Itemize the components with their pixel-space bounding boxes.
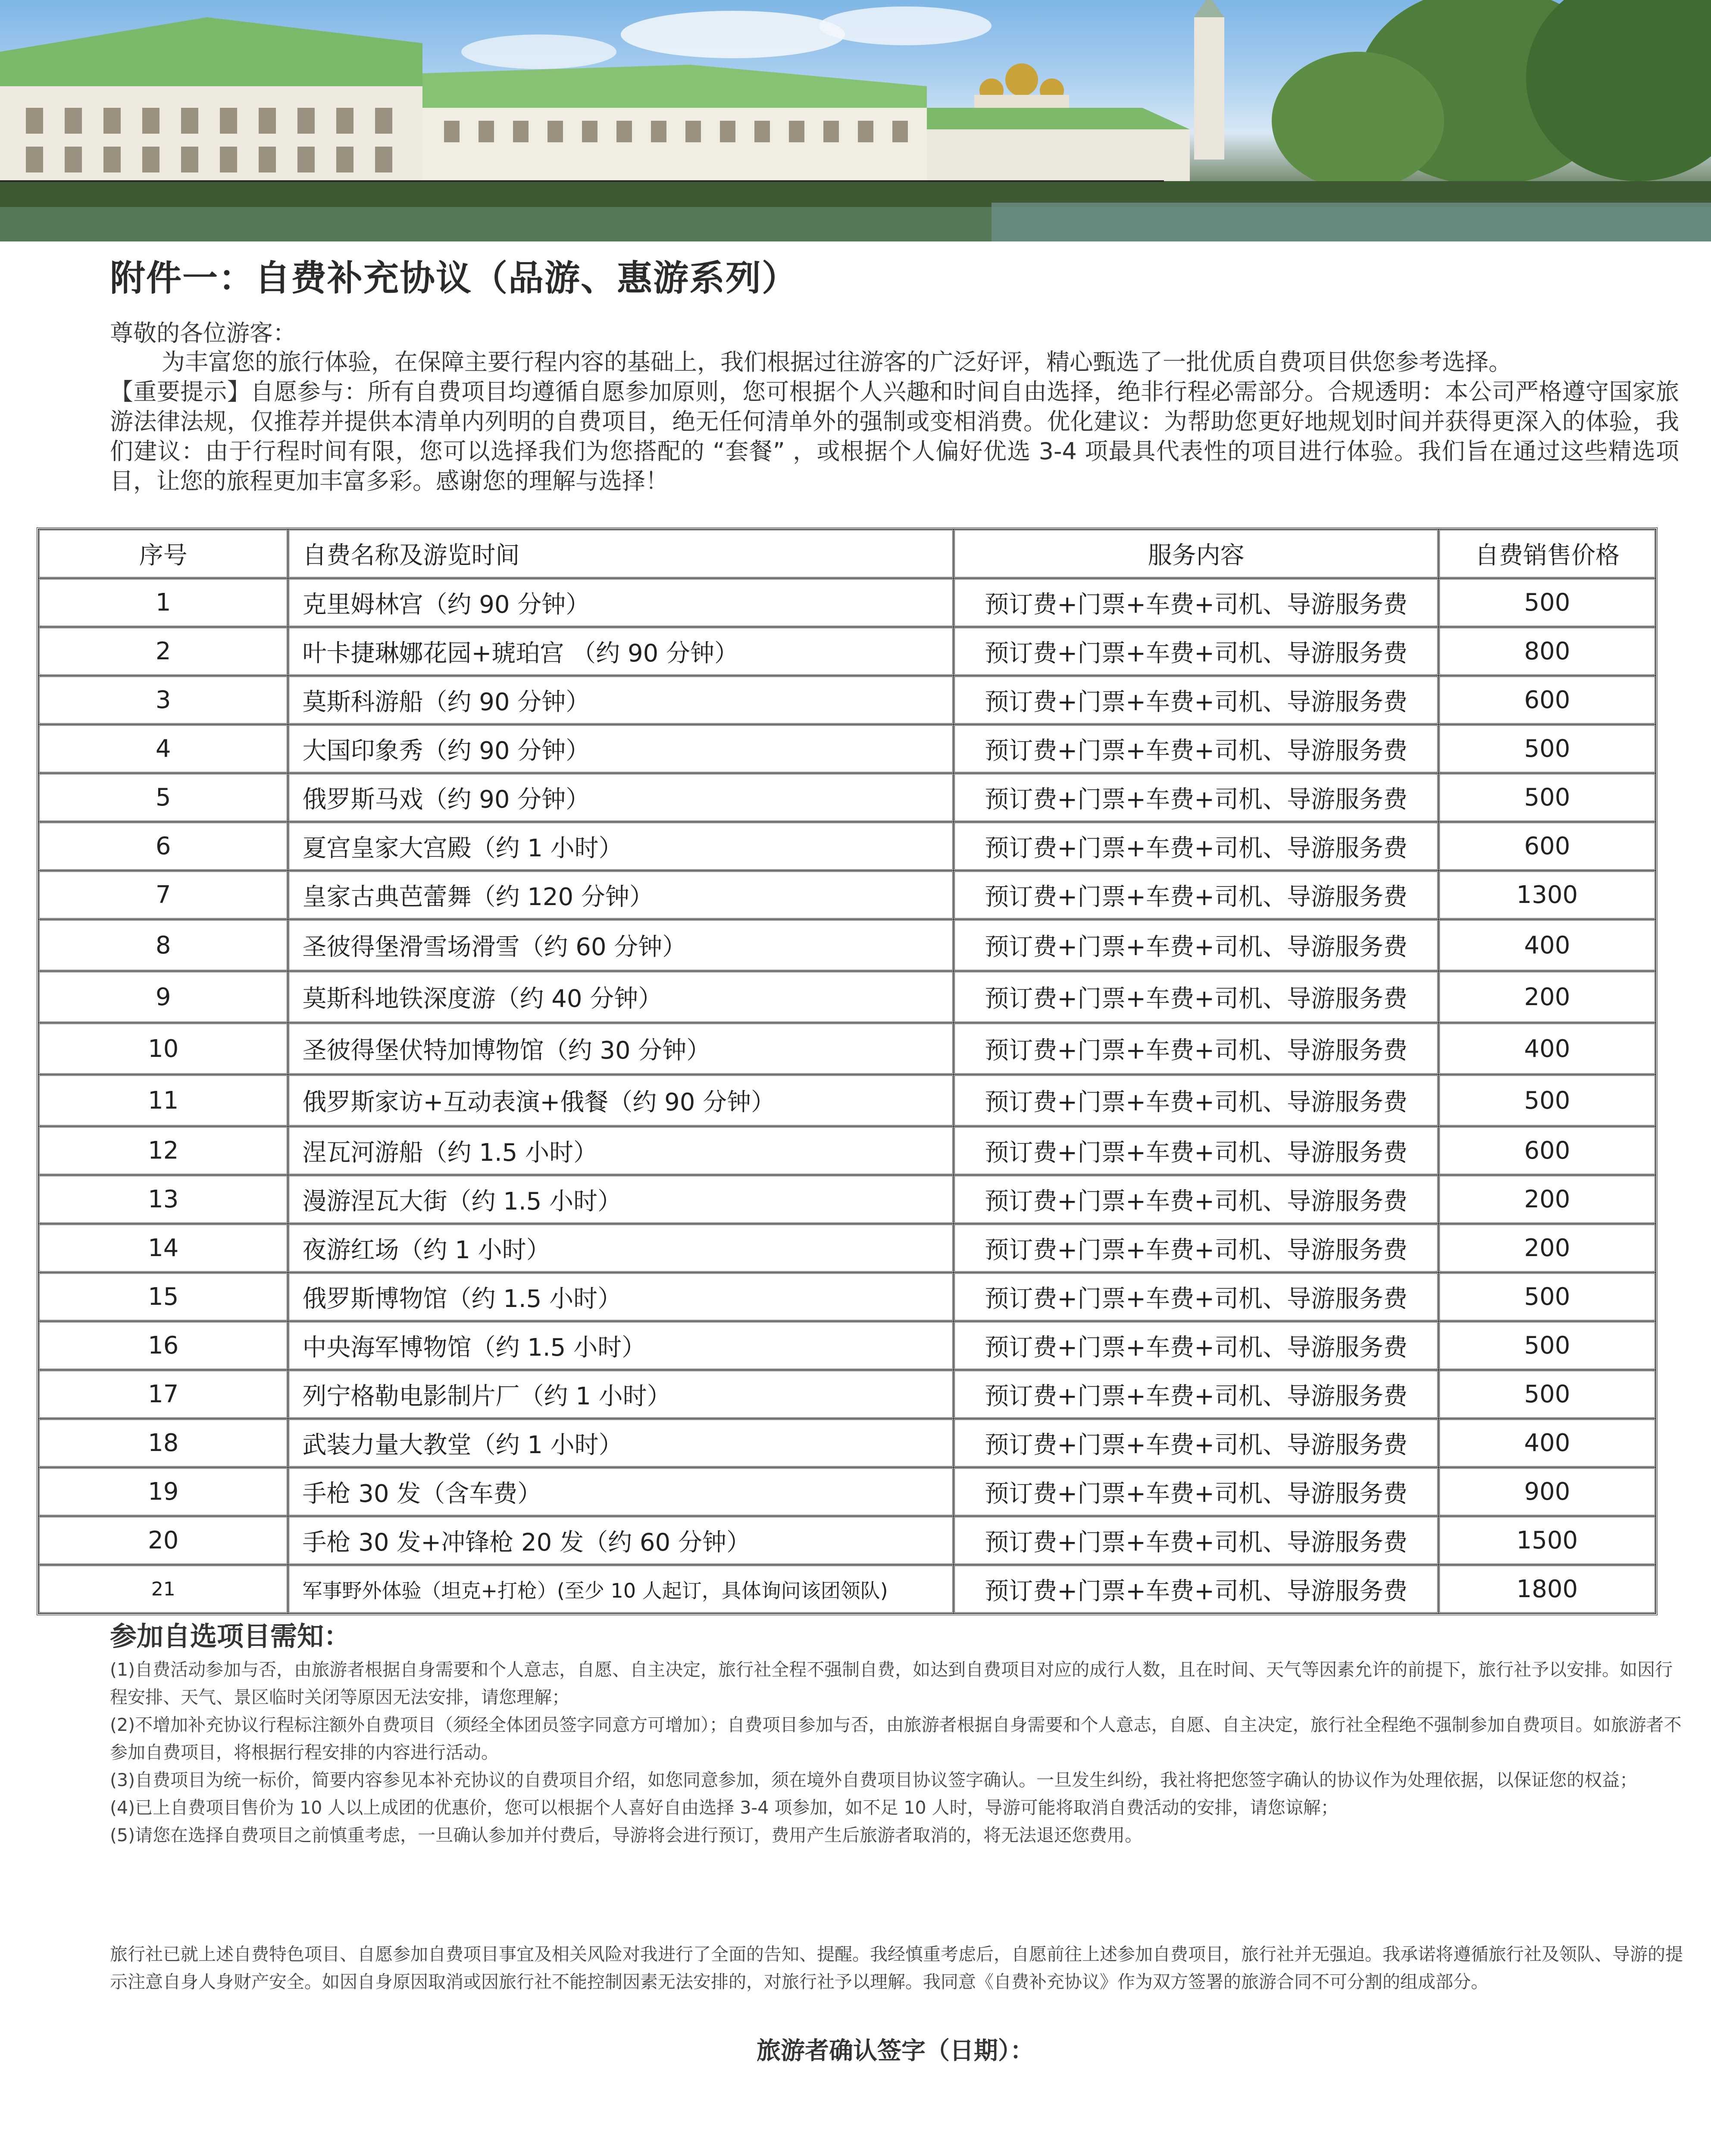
row-no: 10: [38, 1023, 288, 1075]
row-no: 5: [38, 773, 288, 822]
row-service: 预订费+门票+车费+司机、导游服务费: [954, 1224, 1438, 1272]
row-no: 13: [38, 1175, 288, 1224]
row-no: 3: [38, 676, 288, 724]
notes-title: 参加自选项目需知：: [110, 1620, 351, 1652]
intro-paragraph-2: 【重要提示】自愿参与：所有自费项目均遵循自愿参加原则，您可根据个人兴趣和时间自由选择，绝非行程必需部分。合规透明：本公司严格遵守国家旅游法律法规，仅推荐并提供本清单内列明的自费项目，绝无任何清单外的强制或变相消费。优化建议：为帮助您更好地规划时间并获得更深入的体验，我们建议：由于行程时间有限，您可以选择我们为您搭配的 “套餐” ，或根据个人偏好优选 3-4 项最具代表性的项目进行体验。我们旨在通过这些精选项目，让您的旅程更加丰富多彩。感谢您的理解与选择！: [110, 378, 1679, 495]
table-header-row: [38, 529, 1656, 578]
row-name: 武装力量大教堂（约 1 小时）: [288, 1419, 954, 1467]
table-row: [38, 578, 1656, 627]
row-no: 19: [38, 1467, 288, 1516]
table-row: [38, 724, 1656, 773]
row-price: 500: [1439, 1321, 1656, 1370]
row-no: 8: [38, 919, 288, 971]
row-no: 20: [38, 1516, 288, 1565]
row-price: 500: [1439, 1272, 1656, 1321]
table-row: [38, 676, 1656, 724]
table-row: [38, 871, 1656, 919]
table-row: [38, 822, 1656, 871]
row-no: 7: [38, 871, 288, 919]
intro-paragraph-1: 为丰富您的旅行体验，在保障主要行程内容的基础上，我们根据过往游客的广泛好评，精心甄选了一批优质自费项目供您参考选择。: [162, 348, 1512, 376]
row-name: 莫斯科地铁深度游（约 40 分钟）: [288, 971, 954, 1023]
row-service: 预订费+门票+车费+司机、导游服务费: [954, 1516, 1438, 1565]
row-name: 皇家古典芭蕾舞（约 120 分钟）: [288, 871, 954, 919]
row-service: 预订费+门票+车费+司机、导游服务费: [954, 971, 1438, 1023]
row-name: 俄罗斯博物馆（约 1.5 小时）: [288, 1272, 954, 1321]
intro-text: [110, 347, 1679, 496]
row-no: 4: [38, 724, 288, 773]
table-row: [38, 1370, 1656, 1419]
russian-palace-illustration: [0, 0, 1711, 241]
row-name: 手枪 30 发+冲锋枪 20 发（约 60 分钟）: [288, 1516, 954, 1565]
signature-label: 旅游者确认签字（日期）：: [757, 2037, 1034, 2065]
row-price: 200: [1439, 971, 1656, 1023]
header-name: 自费名称及游览时间: [288, 529, 954, 578]
row-service: 预订费+门票+车费+司机、导游服务费: [954, 578, 1438, 627]
row-service: 预订费+门票+车费+司机、导游服务费: [954, 919, 1438, 971]
row-service: 预订费+门票+车费+司机、导游服务费: [954, 773, 1438, 822]
table-row: [38, 1419, 1656, 1467]
row-name: 克里姆林宫（约 90 分钟）: [288, 578, 954, 627]
row-no: 12: [38, 1126, 288, 1175]
table-row: [38, 919, 1656, 971]
row-no: 9: [38, 971, 288, 1023]
declaration-text: 旅行社已就上述自费特色项目、自愿参加自费项目事宜及相关风险对我进行了全面的告知、提醒。我经慎重考虑后，自愿前往上述参加自费项目，旅行社并无强迫。我承诺将遵循旅行社及领队、导游的提示注意自身人身财产安全。如因自身原因取消或因旅行社不能控制因素无法安排的，对旅行社予以理解。我同意《自费补充协议》作为双方签署的旅游合同不可分割的组成部分。: [110, 1944, 1683, 1992]
row-service: 预订费+门票+车费+司机、导游服务费: [954, 1321, 1438, 1370]
header-banner-image: [0, 0, 1711, 241]
row-price: 600: [1439, 676, 1656, 724]
row-no: 14: [38, 1224, 288, 1272]
table-row: [38, 627, 1656, 676]
row-name: 俄罗斯马戏（约 90 分钟）: [288, 773, 954, 822]
row-price: 1800: [1439, 1565, 1656, 1614]
row-name: 圣彼得堡伏特加博物馆（约 30 分钟）: [288, 1023, 954, 1075]
row-price: 500: [1439, 724, 1656, 773]
row-price: 600: [1439, 1126, 1656, 1175]
row-service: 预订费+门票+车费+司机、导游服务费: [954, 724, 1438, 773]
row-no: 15: [38, 1272, 288, 1321]
row-no: 17: [38, 1370, 288, 1419]
header-price: 自费销售价格: [1439, 529, 1656, 578]
row-price: 500: [1439, 773, 1656, 822]
row-price: 600: [1439, 822, 1656, 871]
row-no: 21: [38, 1565, 288, 1614]
row-no: 18: [38, 1419, 288, 1467]
row-name: 列宁格勒电影制片厂（约 1 小时）: [288, 1370, 954, 1419]
row-price: 800: [1439, 627, 1656, 676]
row-service: 预订费+门票+车费+司机、导游服务费: [954, 1175, 1438, 1224]
row-name: 夜游红场（约 1 小时）: [288, 1224, 954, 1272]
table-row: [38, 1565, 1656, 1614]
row-price: 400: [1439, 1023, 1656, 1075]
row-name: 涅瓦河游船（约 1.5 小时）: [288, 1126, 954, 1175]
row-service: 预订费+门票+车费+司机、导游服务费: [954, 1565, 1438, 1614]
note-item: (4)已上自费项目售价为 10 人以上成团的优惠价，您可以根据个人喜好自由选择 3-4 项参加，如不足 10 人时，导游可能将取消自费活动的安排，请您谅解；: [110, 1797, 1339, 1818]
note-item: (3)自费项目为统一标价，简要内容参见本补充协议的自费项目介绍，如您同意参加，须在境外自费项目协议签字确认。一旦发生纠纷，我社将把您签字确认的协议作为处理依据，以保证您的权益；: [110, 1770, 1638, 1790]
row-name: 莫斯科游船（约 90 分钟）: [288, 676, 954, 724]
row-price: 500: [1439, 578, 1656, 627]
row-service: 预订费+门票+车费+司机、导游服务费: [954, 1272, 1438, 1321]
row-service: 预订费+门票+车费+司机、导游服务费: [954, 822, 1438, 871]
row-price: 900: [1439, 1467, 1656, 1516]
row-name: 圣彼得堡滑雪场滑雪（约 60 分钟）: [288, 919, 954, 971]
row-service: 预订费+门票+车费+司机、导游服务费: [954, 1023, 1438, 1075]
row-price: 1300: [1439, 871, 1656, 919]
row-name: 中央海军博物馆（约 1.5 小时）: [288, 1321, 954, 1370]
row-price: 1500: [1439, 1516, 1656, 1565]
row-service: 预订费+门票+车费+司机、导游服务费: [954, 871, 1438, 919]
row-name: 漫游涅瓦大街（约 1.5 小时）: [288, 1175, 954, 1224]
row-price: 400: [1439, 919, 1656, 971]
row-no: 2: [38, 627, 288, 676]
table-row: [38, 1272, 1656, 1321]
row-no: 1: [38, 578, 288, 627]
notes-list: [110, 1656, 1683, 1849]
row-price: 400: [1439, 1419, 1656, 1467]
row-service: 预订费+门票+车费+司机、导游服务费: [954, 1370, 1438, 1419]
header-no: 序号: [38, 529, 288, 578]
row-name: 叶卡捷琳娜花园+琥珀宫 （约 90 分钟）: [288, 627, 954, 676]
row-no: 16: [38, 1321, 288, 1370]
optional-tour-table: [37, 527, 1658, 1615]
table-row: [38, 1224, 1656, 1272]
table-row: [38, 773, 1656, 822]
table-row: [38, 1023, 1656, 1075]
row-service: 预订费+门票+车费+司机、导游服务费: [954, 1075, 1438, 1126]
row-service: 预订费+门票+车费+司机、导游服务费: [954, 676, 1438, 724]
table-row: [38, 1516, 1656, 1565]
row-name: 手枪 30 发（含车费）: [288, 1467, 954, 1516]
row-name: 俄罗斯家访+互动表演+俄餐（约 90 分钟）: [288, 1075, 954, 1126]
row-price: 500: [1439, 1370, 1656, 1419]
table-row: [38, 1075, 1656, 1126]
note-item: (5)请您在选择自费项目之前慎重考虑，一旦确认参加并付费后，导游将会进行预订，费用产生后旅游者取消的，将无法退还您费用。: [110, 1825, 1143, 1846]
note-item: (1)自费活动参加与否，由旅游者根据自身需要和个人意志，自愿、自主决定，旅行社全程不强制自费，如达到自费项目对应的成行人数，且在时间、天气等因素允许的前提下，旅行社予以安排。如因行程安排、天气、景区临时关闭等原因无法安排，请您理解；: [110, 1659, 1673, 1708]
row-no: 6: [38, 822, 288, 871]
page-title: 附件一：自费补充协议（品游、惠游系列）: [110, 258, 798, 299]
table-row: [38, 971, 1656, 1023]
note-item: (2)不增加补充协议行程标注额外自费项目（须经全体团员签字同意方可增加）；自费项目参加与否，由旅游者根据自身需要和个人意志，自愿、自主决定，旅行社全程绝不强制参加自费项目。如旅游者不参加自费项目，将根据行程安排的内容进行活动。: [110, 1714, 1682, 1763]
row-service: 预订费+门票+车费+司机、导游服务费: [954, 1419, 1438, 1467]
row-name: 大国印象秀（约 90 分钟）: [288, 724, 954, 773]
table-row: [38, 1126, 1656, 1175]
row-name: 夏宫皇家大宫殿（约 1 小时）: [288, 822, 954, 871]
row-service: 预订费+门票+车费+司机、导游服务费: [954, 1467, 1438, 1516]
table-row: [38, 1321, 1656, 1370]
row-price: 500: [1439, 1075, 1656, 1126]
table-row: [38, 1467, 1656, 1516]
row-price: 200: [1439, 1224, 1656, 1272]
row-service: 预订费+门票+车费+司机、导游服务费: [954, 1126, 1438, 1175]
header-service: 服务内容: [954, 529, 1438, 578]
row-price: 200: [1439, 1175, 1656, 1224]
row-service: 预订费+门票+车费+司机、导游服务费: [954, 627, 1438, 676]
greeting: 尊敬的各位游客：: [110, 320, 296, 347]
row-no: 11: [38, 1075, 288, 1126]
table-row: [38, 1175, 1656, 1224]
row-name: 军事野外体验（坦克+打枪）(至少 10 人起订，具体询问该团领队): [288, 1565, 954, 1614]
